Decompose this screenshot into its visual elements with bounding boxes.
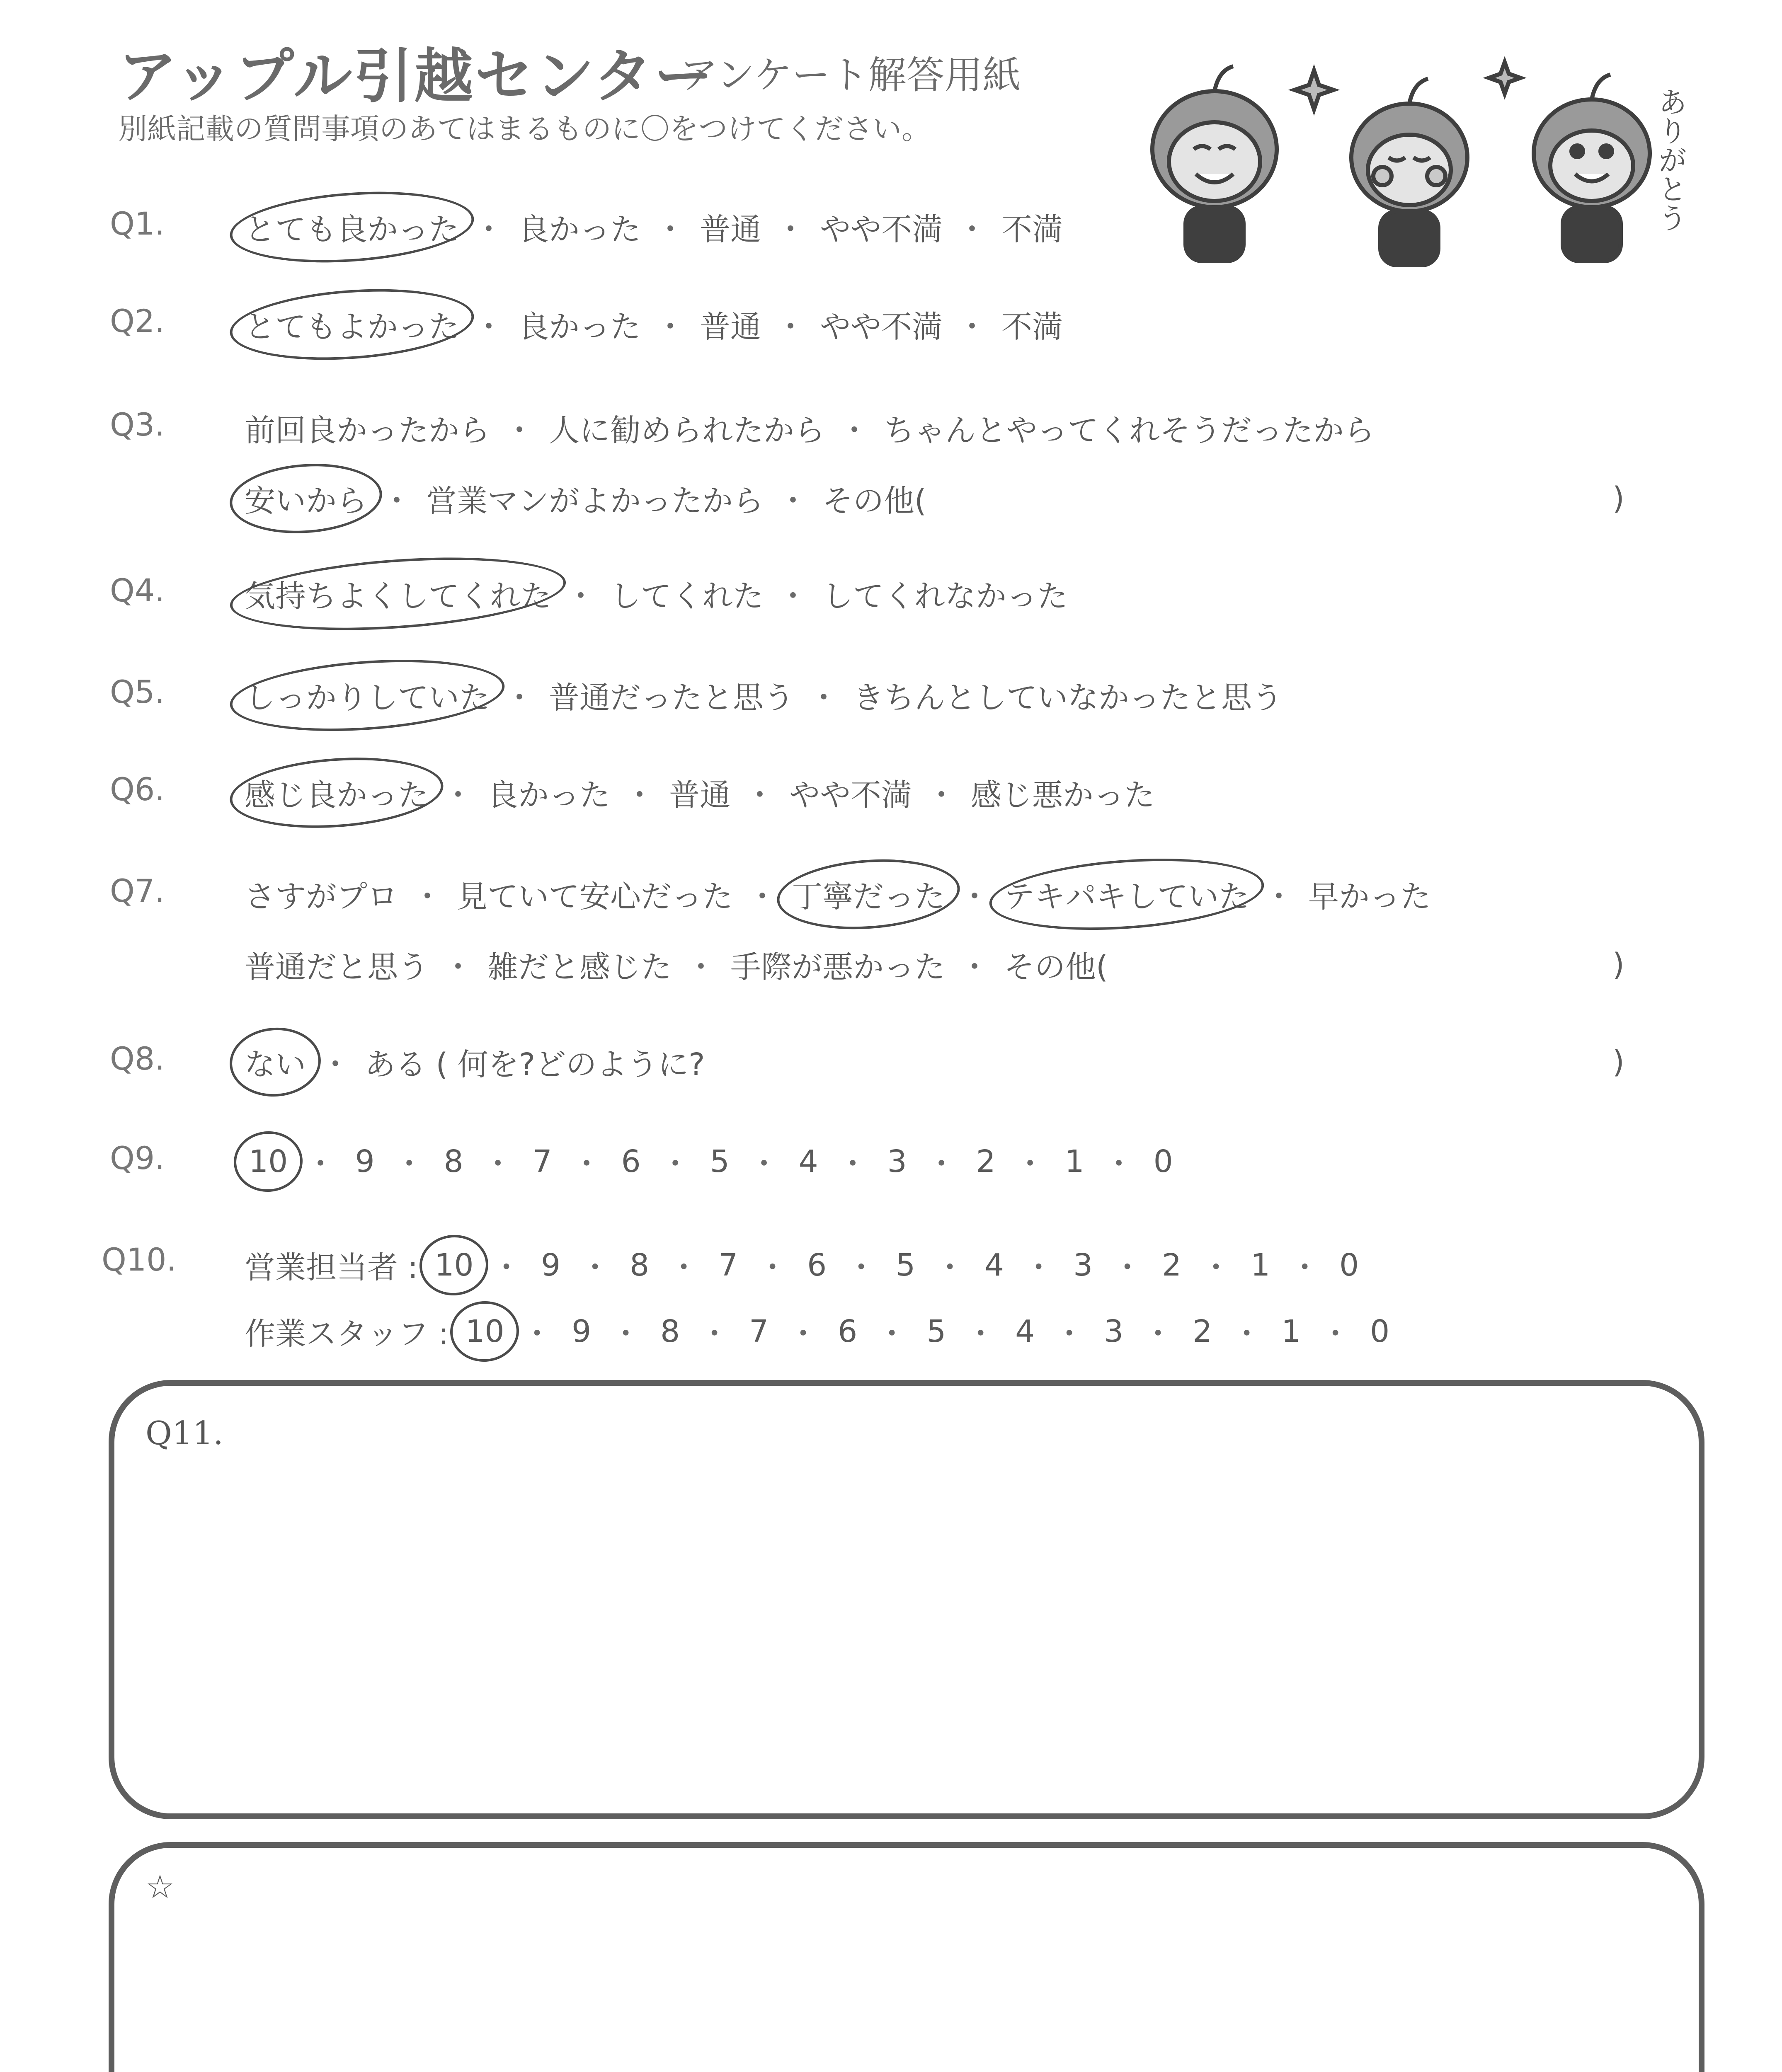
q2-option-4[interactable]: やや不満 xyxy=(820,309,943,345)
q10-staff-score-3[interactable]: 3 xyxy=(1104,1314,1124,1349)
q4-label: Q4. xyxy=(110,572,165,609)
q7-option-4[interactable]: テキパキしていた xyxy=(1004,872,1249,916)
q7-option-5[interactable]: 早かった xyxy=(1308,879,1431,915)
q2-option-2[interactable]: 良かった xyxy=(518,309,641,345)
q10-sales-score-2[interactable]: 2 xyxy=(1162,1247,1182,1283)
q5-option-1[interactable]: しっかりしていた xyxy=(245,673,490,717)
q1-option-1[interactable]: とても良かった xyxy=(245,205,459,249)
q11-label: Q11. xyxy=(145,1415,223,1452)
q9-label: Q9. xyxy=(110,1140,165,1176)
q8-paren-close: ) xyxy=(1612,1044,1624,1080)
q2-option-5[interactable]: 不満 xyxy=(1001,309,1063,345)
q10-staff-score-7[interactable]: 7 xyxy=(749,1314,769,1349)
q7-option-7[interactable]: 雑だと感じた xyxy=(487,949,672,985)
q8-option-1[interactable]: ない xyxy=(245,1040,306,1084)
q10-staff-score-8[interactable]: 8 xyxy=(660,1314,680,1349)
q10-sales-score-5[interactable]: 5 xyxy=(896,1247,916,1283)
q1-label: Q1. xyxy=(110,205,165,242)
q1-option-2[interactable]: 良かった xyxy=(518,212,641,247)
q10-staff-score-5[interactable]: 5 xyxy=(926,1314,946,1349)
star-icon: ☆ xyxy=(145,1869,175,1906)
q10-sales-label: 営業担当者 : xyxy=(245,1250,418,1285)
q1-option-5[interactable]: 不満 xyxy=(1001,212,1063,247)
q4-option-2[interactable]: してくれた xyxy=(610,579,764,614)
q5-option-3[interactable]: きちんとしていなかったと思う xyxy=(853,680,1283,716)
q10-staff-label: 作業スタッフ : xyxy=(245,1316,449,1352)
q7-options-line1: さすがプロ ・ 見ていて安心だった ・ 丁寧だった ・ テキパキしていた ・ 早かった xyxy=(245,872,1431,916)
q5-option-2[interactable]: 普通だったと思う xyxy=(549,680,794,716)
q2-option-3[interactable]: 普通 xyxy=(700,309,761,345)
q3-label: Q3. xyxy=(110,406,165,443)
q10-staff-score-6[interactable]: 6 xyxy=(838,1314,858,1349)
q8-label: Q8. xyxy=(110,1040,165,1077)
q10-sales-score-4[interactable]: 4 xyxy=(984,1247,1004,1283)
q10-staff-score-0[interactable]: 0 xyxy=(1370,1314,1390,1349)
mascot-caption: ありがとう xyxy=(1654,87,1687,232)
q9-score-5[interactable]: 5 xyxy=(710,1144,730,1179)
q6-option-5[interactable]: 感じ悪かった xyxy=(971,777,1155,813)
q7-option-3[interactable]: 丁寧だった xyxy=(792,872,945,916)
q10-sales-score-8[interactable]: 8 xyxy=(630,1247,650,1283)
q10-sales-score-9[interactable]: 9 xyxy=(541,1247,561,1283)
q10-staff-score-10[interactable]: 10 xyxy=(465,1314,504,1349)
monkey-mascots-illustration xyxy=(1119,46,1708,278)
q4-option-3[interactable]: してくれなかった xyxy=(822,579,1068,614)
q9-score-1[interactable]: 1 xyxy=(1064,1144,1084,1179)
q9-score-0[interactable]: 0 xyxy=(1153,1144,1173,1179)
q2-label: Q2. xyxy=(110,303,165,339)
instruction-text: 別紙記載の質問事項のあてはまるものに〇をつけてください。 xyxy=(118,112,931,146)
q10-staff-score-4[interactable]: 4 xyxy=(1015,1314,1035,1349)
q4-option-1[interactable]: 気持ちよくしてくれた xyxy=(245,572,551,616)
q1-option-3[interactable]: 普通 xyxy=(700,212,761,247)
q9-score-3[interactable]: 3 xyxy=(887,1144,907,1179)
q10-sales-score-10[interactable]: 10 xyxy=(434,1247,474,1283)
q3-option-4[interactable]: 安いから xyxy=(245,477,367,520)
q9-score-10[interactable]: 10 xyxy=(249,1144,288,1179)
q6-option-2[interactable]: 良かった xyxy=(487,777,610,813)
q8-options: ない ・ ある ( 何を?どのように? xyxy=(245,1040,705,1084)
q6-option-3[interactable]: 普通 xyxy=(669,777,730,813)
free-comment-box[interactable] xyxy=(109,1842,1704,2072)
q3-option-1[interactable]: 前回良かったから xyxy=(245,413,490,448)
q7-option-other[interactable]: その他( xyxy=(1004,949,1108,985)
form-title: アップル引越センター xyxy=(118,42,715,111)
q7-option-6[interactable]: 普通だと思う xyxy=(245,949,429,985)
q10-sales-score-1[interactable]: 1 xyxy=(1251,1247,1270,1283)
q5-label: Q5. xyxy=(110,673,165,710)
q10-staff-score-2[interactable]: 2 xyxy=(1193,1314,1212,1349)
q10-sales-score-6[interactable]: 6 xyxy=(807,1247,827,1283)
q3-option-other[interactable]: その他( xyxy=(822,483,926,519)
q10-sales-score-0[interactable]: 0 xyxy=(1339,1247,1359,1283)
q10-sales-score-3[interactable]: 3 xyxy=(1073,1247,1093,1283)
q6-option-1[interactable]: 感じ良かった xyxy=(245,771,429,815)
q7-paren-close: ) xyxy=(1612,947,1624,983)
q3-paren-close: ) xyxy=(1612,481,1624,516)
q1-options: とても良かった ・ 良かった ・ 普通 ・ やや不満 ・ 不満 xyxy=(245,205,1063,249)
q9-score-6[interactable]: 6 xyxy=(621,1144,641,1179)
q4-options: 気持ちよくしてくれた ・ してくれた ・ してくれなかった xyxy=(245,572,1068,616)
q1-option-4[interactable]: やや不満 xyxy=(820,212,943,247)
q3-options-line2: 安いから ・ 営業マンがよかったから ・ その他( xyxy=(245,477,926,520)
q9-score-9[interactable]: 9 xyxy=(355,1144,375,1179)
q9-score-4[interactable]: 4 xyxy=(798,1144,818,1179)
q10-staff-score-1[interactable]: 1 xyxy=(1281,1314,1301,1349)
q10-sales-score-7[interactable]: 7 xyxy=(718,1247,738,1283)
q3-option-5[interactable]: 営業マンがよかったから xyxy=(426,483,764,519)
q3-option-2[interactable]: 人に勧められたから xyxy=(549,413,825,448)
q7-option-8[interactable]: 手際が悪かった xyxy=(730,949,945,985)
q10-staff-scale: 作業スタッフ : 10 ・ 9 ・ 8 ・ 7 ・ 6 ・ 5 ・ 4 ・ 3 ・ 2 ・ 1 ・ 0 xyxy=(245,1310,1392,1353)
q9-score-7[interactable]: 7 xyxy=(532,1144,552,1179)
q11-comment-box[interactable] xyxy=(109,1380,1704,1819)
q10-staff-score-9[interactable]: 9 xyxy=(572,1314,592,1349)
q7-label: Q7. xyxy=(110,872,165,909)
q2-options: とてもよかった ・ 良かった ・ 普通 ・ やや不満 ・ 不満 xyxy=(245,303,1063,346)
q3-options-line1: 前回良かったから ・ 人に勧められたから ・ ちゃんとやってくれそうだったから xyxy=(245,406,1375,450)
q3-option-3[interactable]: ちゃんとやってくれそうだったから xyxy=(884,413,1375,448)
form-subtitle: アンケート解答用紙 xyxy=(680,53,1021,97)
q8-option-2[interactable]: ある ( 何を?どのように? xyxy=(365,1047,705,1082)
q6-option-4[interactable]: やや不満 xyxy=(789,777,912,813)
q9-score-2[interactable]: 2 xyxy=(976,1144,996,1179)
q7-option-1[interactable]: さすがプロ xyxy=(245,879,398,915)
q10-label: Q10. xyxy=(102,1241,177,1278)
q9-scale: 10 ・ 9 ・ 8 ・ 7 ・ 6 ・ 5 ・ 4 ・ 3 ・ 2 ・ 1 ・ 0 xyxy=(249,1140,1175,1184)
q5-options: しっかりしていた ・ 普通だったと思う ・ きちんとしていなかったと思う xyxy=(245,673,1283,717)
q2-option-1[interactable]: とてもよかった xyxy=(245,303,459,346)
q6-label: Q6. xyxy=(110,771,165,808)
q9-score-8[interactable]: 8 xyxy=(444,1144,463,1179)
q10-sales-scale: 営業担当者 : 10 ・ 9 ・ 8 ・ 7 ・ 6 ・ 5 ・ 4 ・ 3 ・ 2 ・ 1 ・ 0 xyxy=(245,1243,1361,1287)
q6-options: 感じ良かった ・ 良かった ・ 普通 ・ やや不満 ・ 感じ悪かった xyxy=(245,771,1155,815)
q7-options-line2: 普通だと思う ・ 雑だと感じた ・ 手際が悪かった ・ その他( xyxy=(245,943,1108,987)
q7-option-2[interactable]: 見ていて安心だった xyxy=(457,879,733,915)
